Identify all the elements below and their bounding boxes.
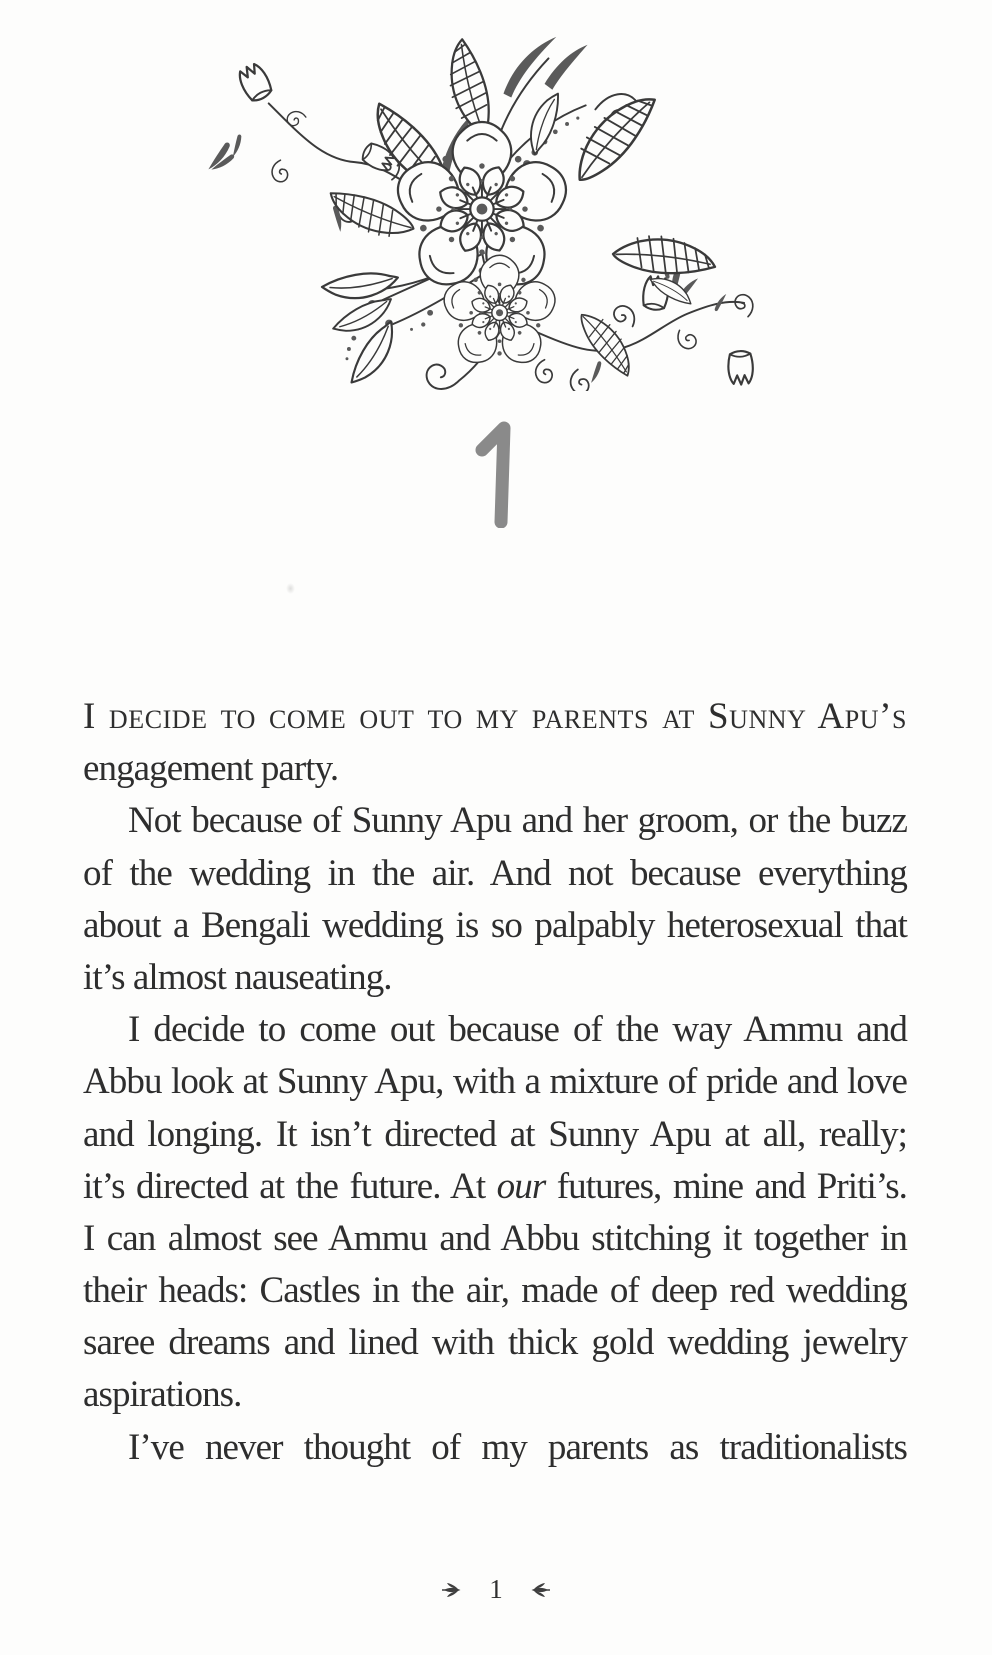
text-line: about a Bengali wedding is so palpably heterosexual that (83, 904, 907, 946)
text-line: I decide to come out to my parents at Sunny Apu’s (83, 696, 907, 737)
henna-floral-illustration (190, 33, 770, 391)
text-line: and longing. It isn’t directed at Sunny Apu at all, really; (83, 1113, 907, 1155)
leaf-sprig-pointing-left-icon (529, 1580, 550, 1600)
text-line: Abbu look at Sunny Apu, with a mixture of pride and love (83, 1061, 907, 1103)
bell-flower-icon (235, 61, 274, 104)
text-line: saree dreams and lined with thick gold wedding jewelry (83, 1322, 907, 1364)
page-number: 1 (489, 1574, 503, 1604)
leaf-sprig-pointing-right-icon (442, 1580, 463, 1600)
chapter-number (0, 0, 1, 1)
striped-leaf-icon (562, 82, 664, 189)
text-line: it’s directed at the future. At our futures, mine and Priti’s. (83, 1165, 907, 1207)
body-text (83, 691, 907, 1474)
text-line: Not because of Sunny Apu and her groom, or the buzz (128, 800, 907, 842)
scan-smudge (286, 583, 295, 594)
hanging-bell-flower-icon (728, 351, 754, 385)
text-line: their heads: Castles in the air, made of deep red wedding (83, 1270, 907, 1312)
page-footer (0, 1576, 992, 1603)
text-line: aspirations. (83, 1374, 242, 1416)
text-line: I can almost see Ammu and Abbu stitching it together in (83, 1217, 907, 1259)
text-line: I’ve never thought of my parents as traditionalists (128, 1426, 907, 1468)
striped-leaf-icon (574, 304, 642, 381)
text-line: engagement party. (83, 748, 339, 790)
chapter-number-figure (438, 406, 558, 528)
striped-leaf-icon (612, 232, 718, 279)
right-vine (532, 256, 758, 391)
text-line: of the wedding in the air. And not because everything (83, 852, 907, 894)
plain-leaf-icon (524, 89, 563, 157)
text-line: I decide to come out because of the way Ammu and (128, 1009, 907, 1051)
text-line: it’s almost nauseating. (83, 956, 392, 998)
